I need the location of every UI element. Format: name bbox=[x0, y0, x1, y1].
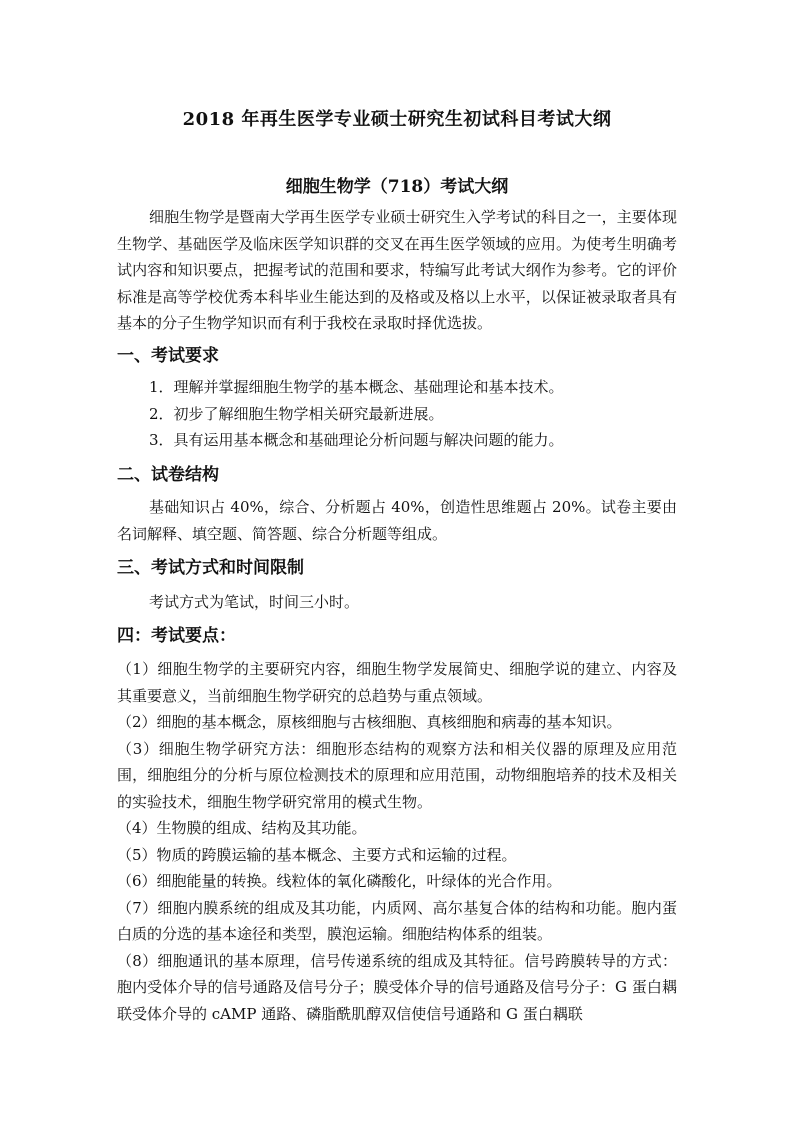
section-heading-2: 二、试卷结构 bbox=[117, 465, 219, 485]
list-item: （6）细胞能量的转换。线粒体的氧化磷酸化，叶绿体的光合作用。 bbox=[117, 872, 562, 890]
list-item: 1．理解并掌握细胞生物学的基本概念、基础理论和基本技术。 bbox=[149, 378, 564, 396]
list-item: （4）生物膜的组成、结构及其功能。 bbox=[117, 819, 367, 837]
list-item: （8）细胞通讯的基本原理，信号传递系统的组成及其特征。信号跨膜转导的方式：胞内受体介导的信号通路及信号分子；膜受体介导的信号通路及信号分子：G 蛋白耦联受体介导的 cAMP 通路、磷脂酰肌醇双信使信号通路和 G 蛋白耦联 bbox=[117, 951, 677, 1023]
intro-paragraph: 细胞生物学是暨南大学再生医学专业硕士研究生入学考试的科目之一，主要体现生物学、基础医学及临床医学知识群的交叉在再生医学领域的应用。为使考生明确考试内容和知识要点，把握考试的范围和要求，特编写此考试大纲作为参考。它的评价标准是高等学校优秀本科毕业生能达到的及格或及格以上水平，以保证被录取者具有基本的分子生物学知识而有利于我校在录取时择优选拔。 bbox=[117, 208, 677, 332]
section-heading-4: 四：考试要点： bbox=[117, 626, 236, 646]
list-item: （3）细胞生物学研究方法：细胞形态结构的观察方法和相关仪器的原理及应用范围，细胞组分的分析与原位检测技术的原理和应用范围，动物细胞培养的技术及相关的实验技术，细胞生物学研究常用的模式生物。 bbox=[117, 739, 677, 811]
section-heading-1: 一、考试要求 bbox=[117, 346, 219, 366]
requirements-list bbox=[117, 374, 709, 454]
list-item: （2）细胞的基本概念，原核细胞与古核细胞、真核细胞和病毒的基本知识。 bbox=[117, 713, 622, 731]
list-item: （7）细胞内膜系统的组成及其功能，内质网、高尔基复合体的结构和功能。胞内蛋白质的分选的基本途径和类型，膜泡运输。细胞结构体系的组装。 bbox=[117, 898, 677, 943]
list-item: （1）细胞生物学的主要研究内容，细胞生物学发展简史、细胞学说的建立、内容及其重要意义，当前细胞生物学研究的总趋势与重点领域。 bbox=[117, 660, 677, 705]
list-item: 3．具有运用基本概念和基础理论分析问题与解决问题的能力。 bbox=[149, 431, 564, 449]
list-item: 2．初步了解细胞生物学相关研究最新进展。 bbox=[149, 404, 444, 423]
method-paragraph: 考试方式为笔试，时间三小时。 bbox=[149, 593, 360, 611]
list-item: （5）物质的跨膜运输的基本概念、主要方式和运输的过程。 bbox=[117, 845, 517, 864]
key-points-list bbox=[117, 656, 677, 1027]
document-title: 2018 年再生医学专业硕士研究生初试科目考试大纲 bbox=[182, 109, 612, 130]
section-heading-3: 三、考试方式和时间限制 bbox=[117, 558, 304, 578]
structure-paragraph: 基础知识占 40%，综合、分析题占 40%，创造性思维题占 20%。试卷主要由名词解释、填空题、简答题、综合分析题等组成。 bbox=[117, 498, 677, 543]
document-subtitle: 细胞生物学（718）考试大纲 bbox=[285, 177, 509, 197]
